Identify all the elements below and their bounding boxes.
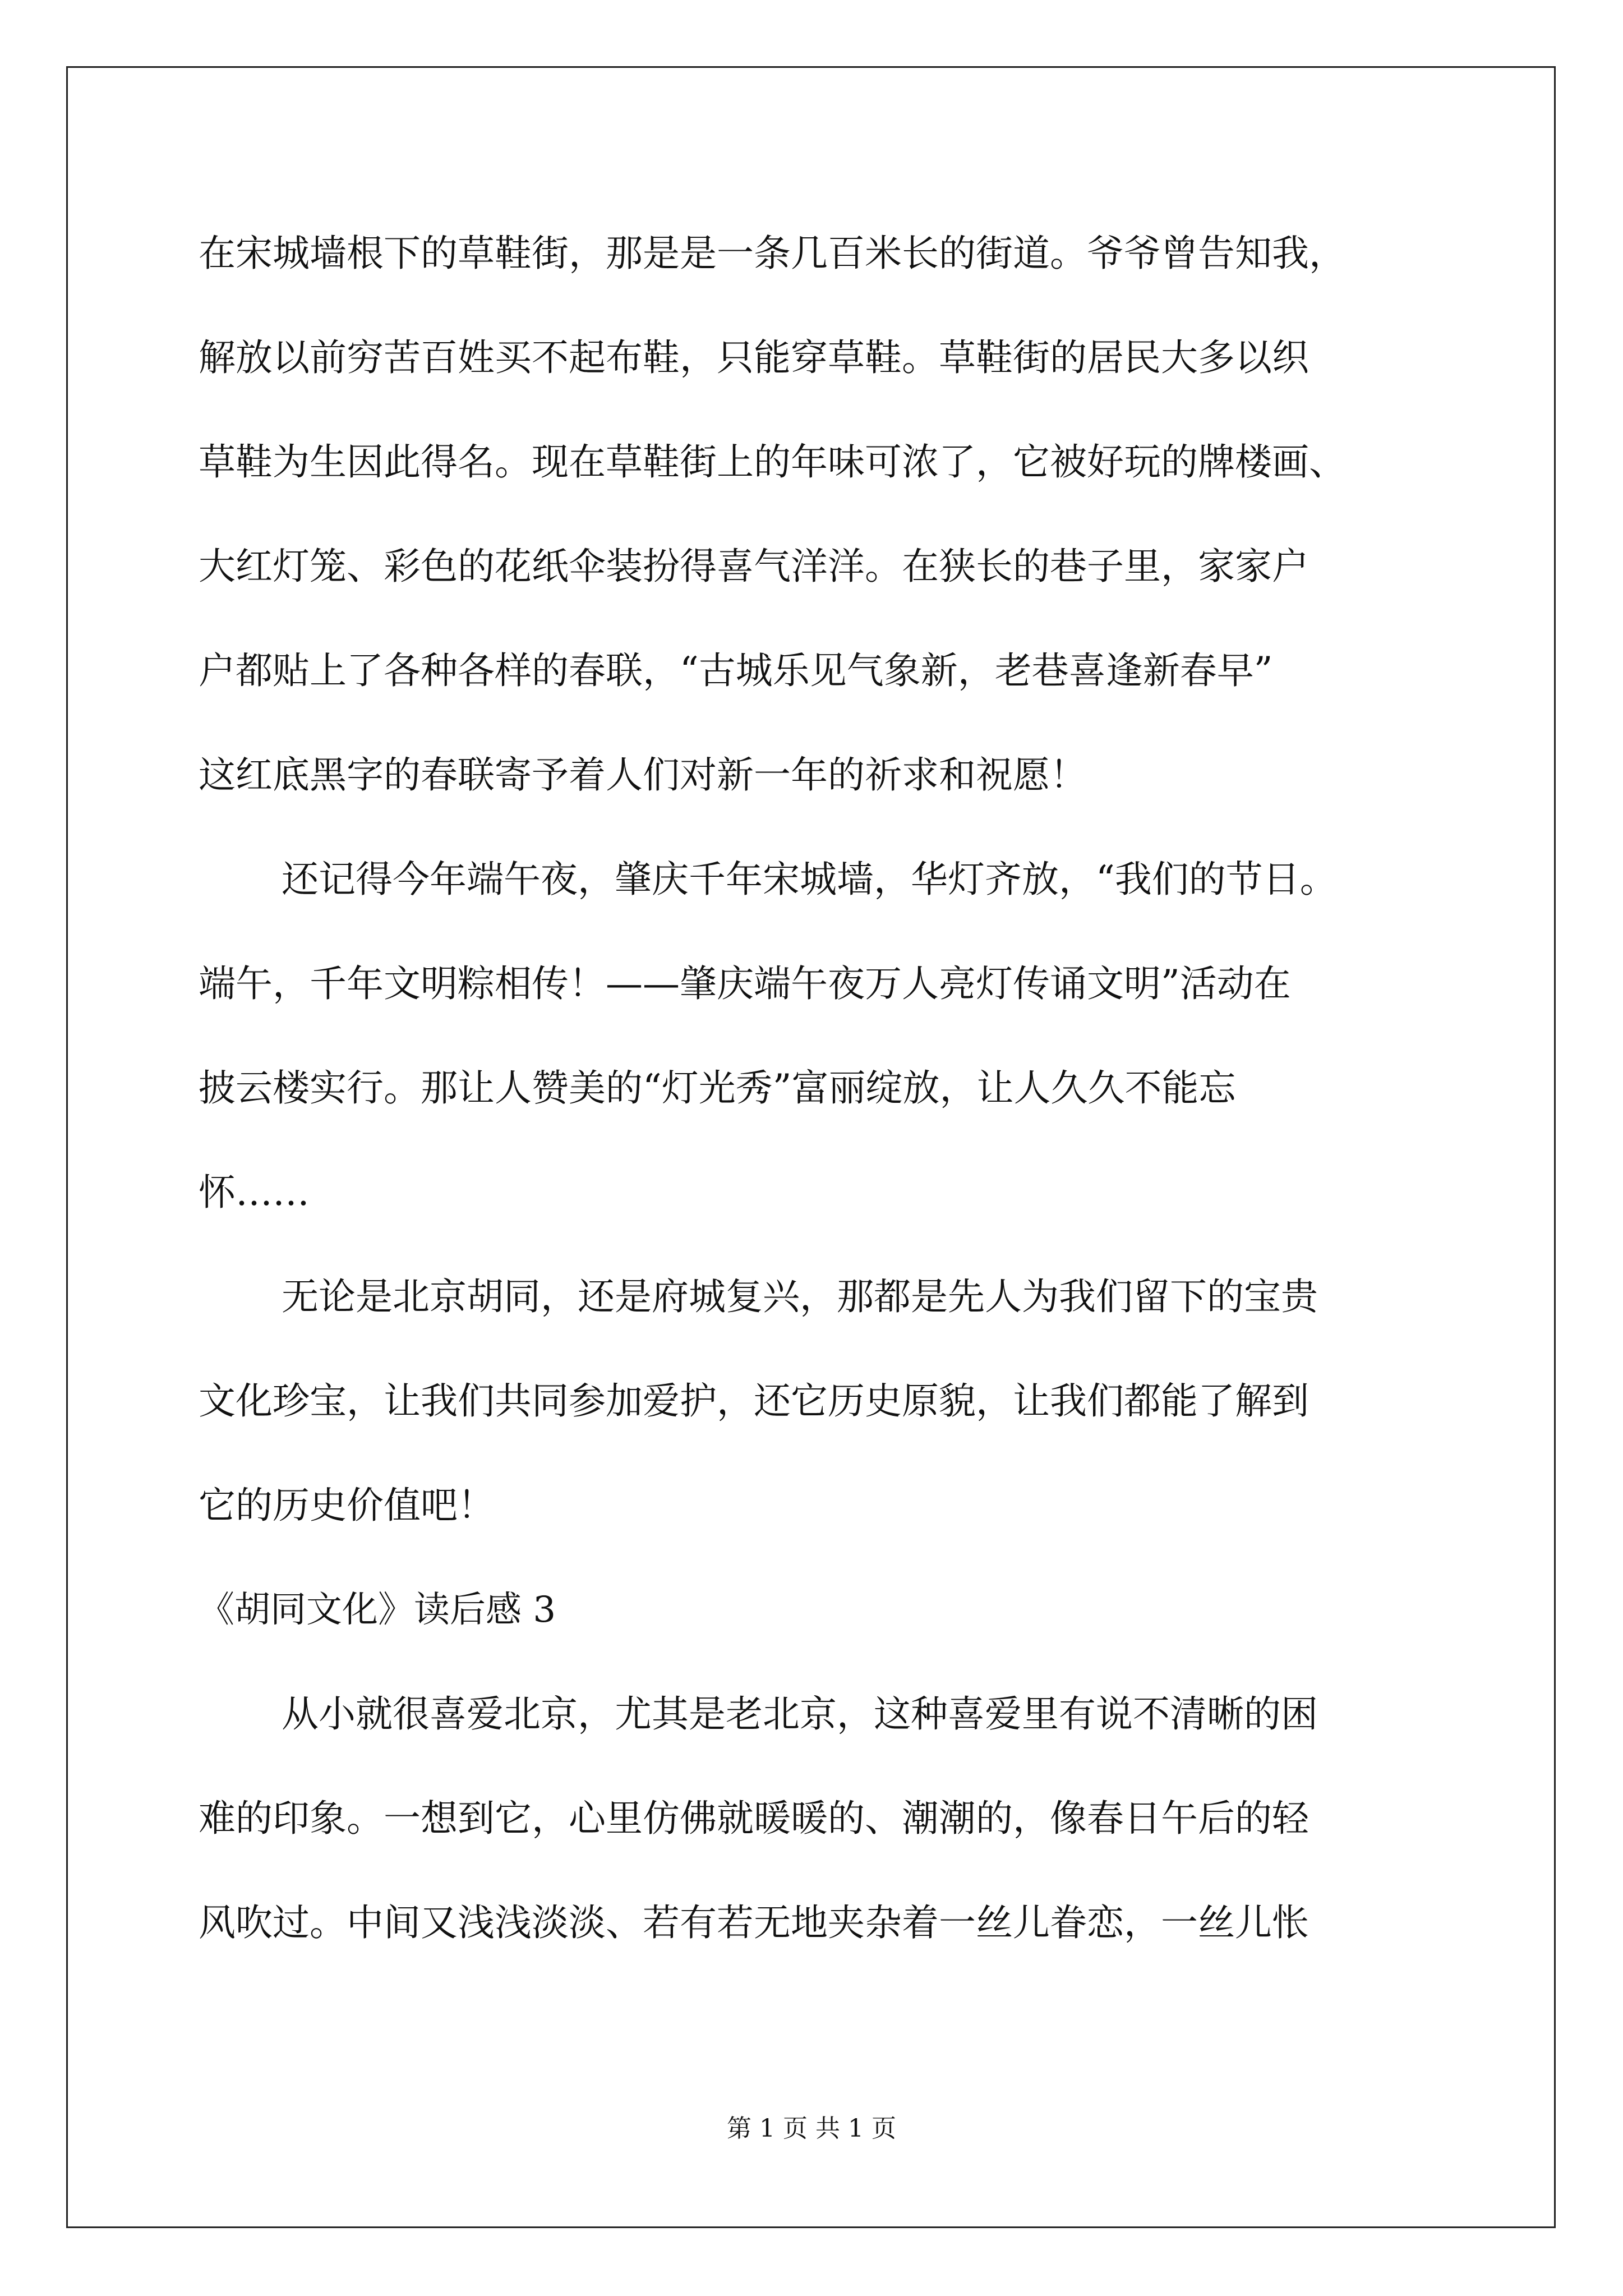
- section-heading: 《胡同文化》读后感 3: [199, 1589, 556, 1631]
- paragraph-start-line: 无论是北京胡同，还是府城复兴，那都是先人为我们留下的宝贵: [282, 1275, 1318, 1318]
- text-line: 解放以前穷苦百姓买不起布鞋，只能穿草鞋。草鞋街的居民大多以织: [199, 336, 1309, 379]
- text-line: 这红底黑字的春联寄予着人们对新一年的祈求和祝愿！: [199, 753, 1087, 797]
- text-line: 风吹过。中间又浅浅淡淡、若有若无地夹杂着一丝儿眷恋，一丝儿怅: [199, 1901, 1309, 1944]
- text-line: 它的历史价值吧！: [199, 1484, 495, 1527]
- text-line: 难的印象。一想到它，心里仿佛就暖暖的、潮潮的，像春日午后的轻: [199, 1797, 1309, 1840]
- text-line: 文化珍宝，让我们共同参加爱护，还它历史原貌，让我们都能了解到: [199, 1379, 1309, 1423]
- text-line: 草鞋为生因此得名。现在草鞋街上的年味可浓了，它被好玩的牌楼画、: [199, 440, 1346, 484]
- paragraph-start-line: 从小就很喜爱北京，尤其是老北京，这种喜爱里有说不清晰的困: [282, 1692, 1318, 1736]
- text-line: 户都贴上了各种各样的春联，“古城乐见气象新，老巷喜逢新春早”: [199, 649, 1273, 692]
- text-line: 披云楼实行。那让人赞美的“灯光秀”富丽绽放，让人久久不能忘: [199, 1066, 1236, 1110]
- page-footer: 第 1 页 共 1 页: [727, 2114, 896, 2143]
- text-line: 在宋城墙根下的草鞋街，那是是一条几百米长的街道。爷爷曾告知我，: [199, 232, 1346, 275]
- paragraph-start-line: 还记得今年端午夜，肇庆千年宋城墙，华灯齐放，“我们的节日。: [282, 858, 1337, 901]
- document-body: [199, 220, 1488, 1994]
- text-line: 怀……: [199, 1171, 310, 1214]
- text-line: 大红灯笼、彩色的花纸伞装扮得喜气洋洋。在狭长的巷子里，家家户: [199, 545, 1309, 588]
- text-line: 端午，千年文明粽相传！——肇庆端午夜万人亮灯传诵文明”活动在: [199, 962, 1291, 1005]
